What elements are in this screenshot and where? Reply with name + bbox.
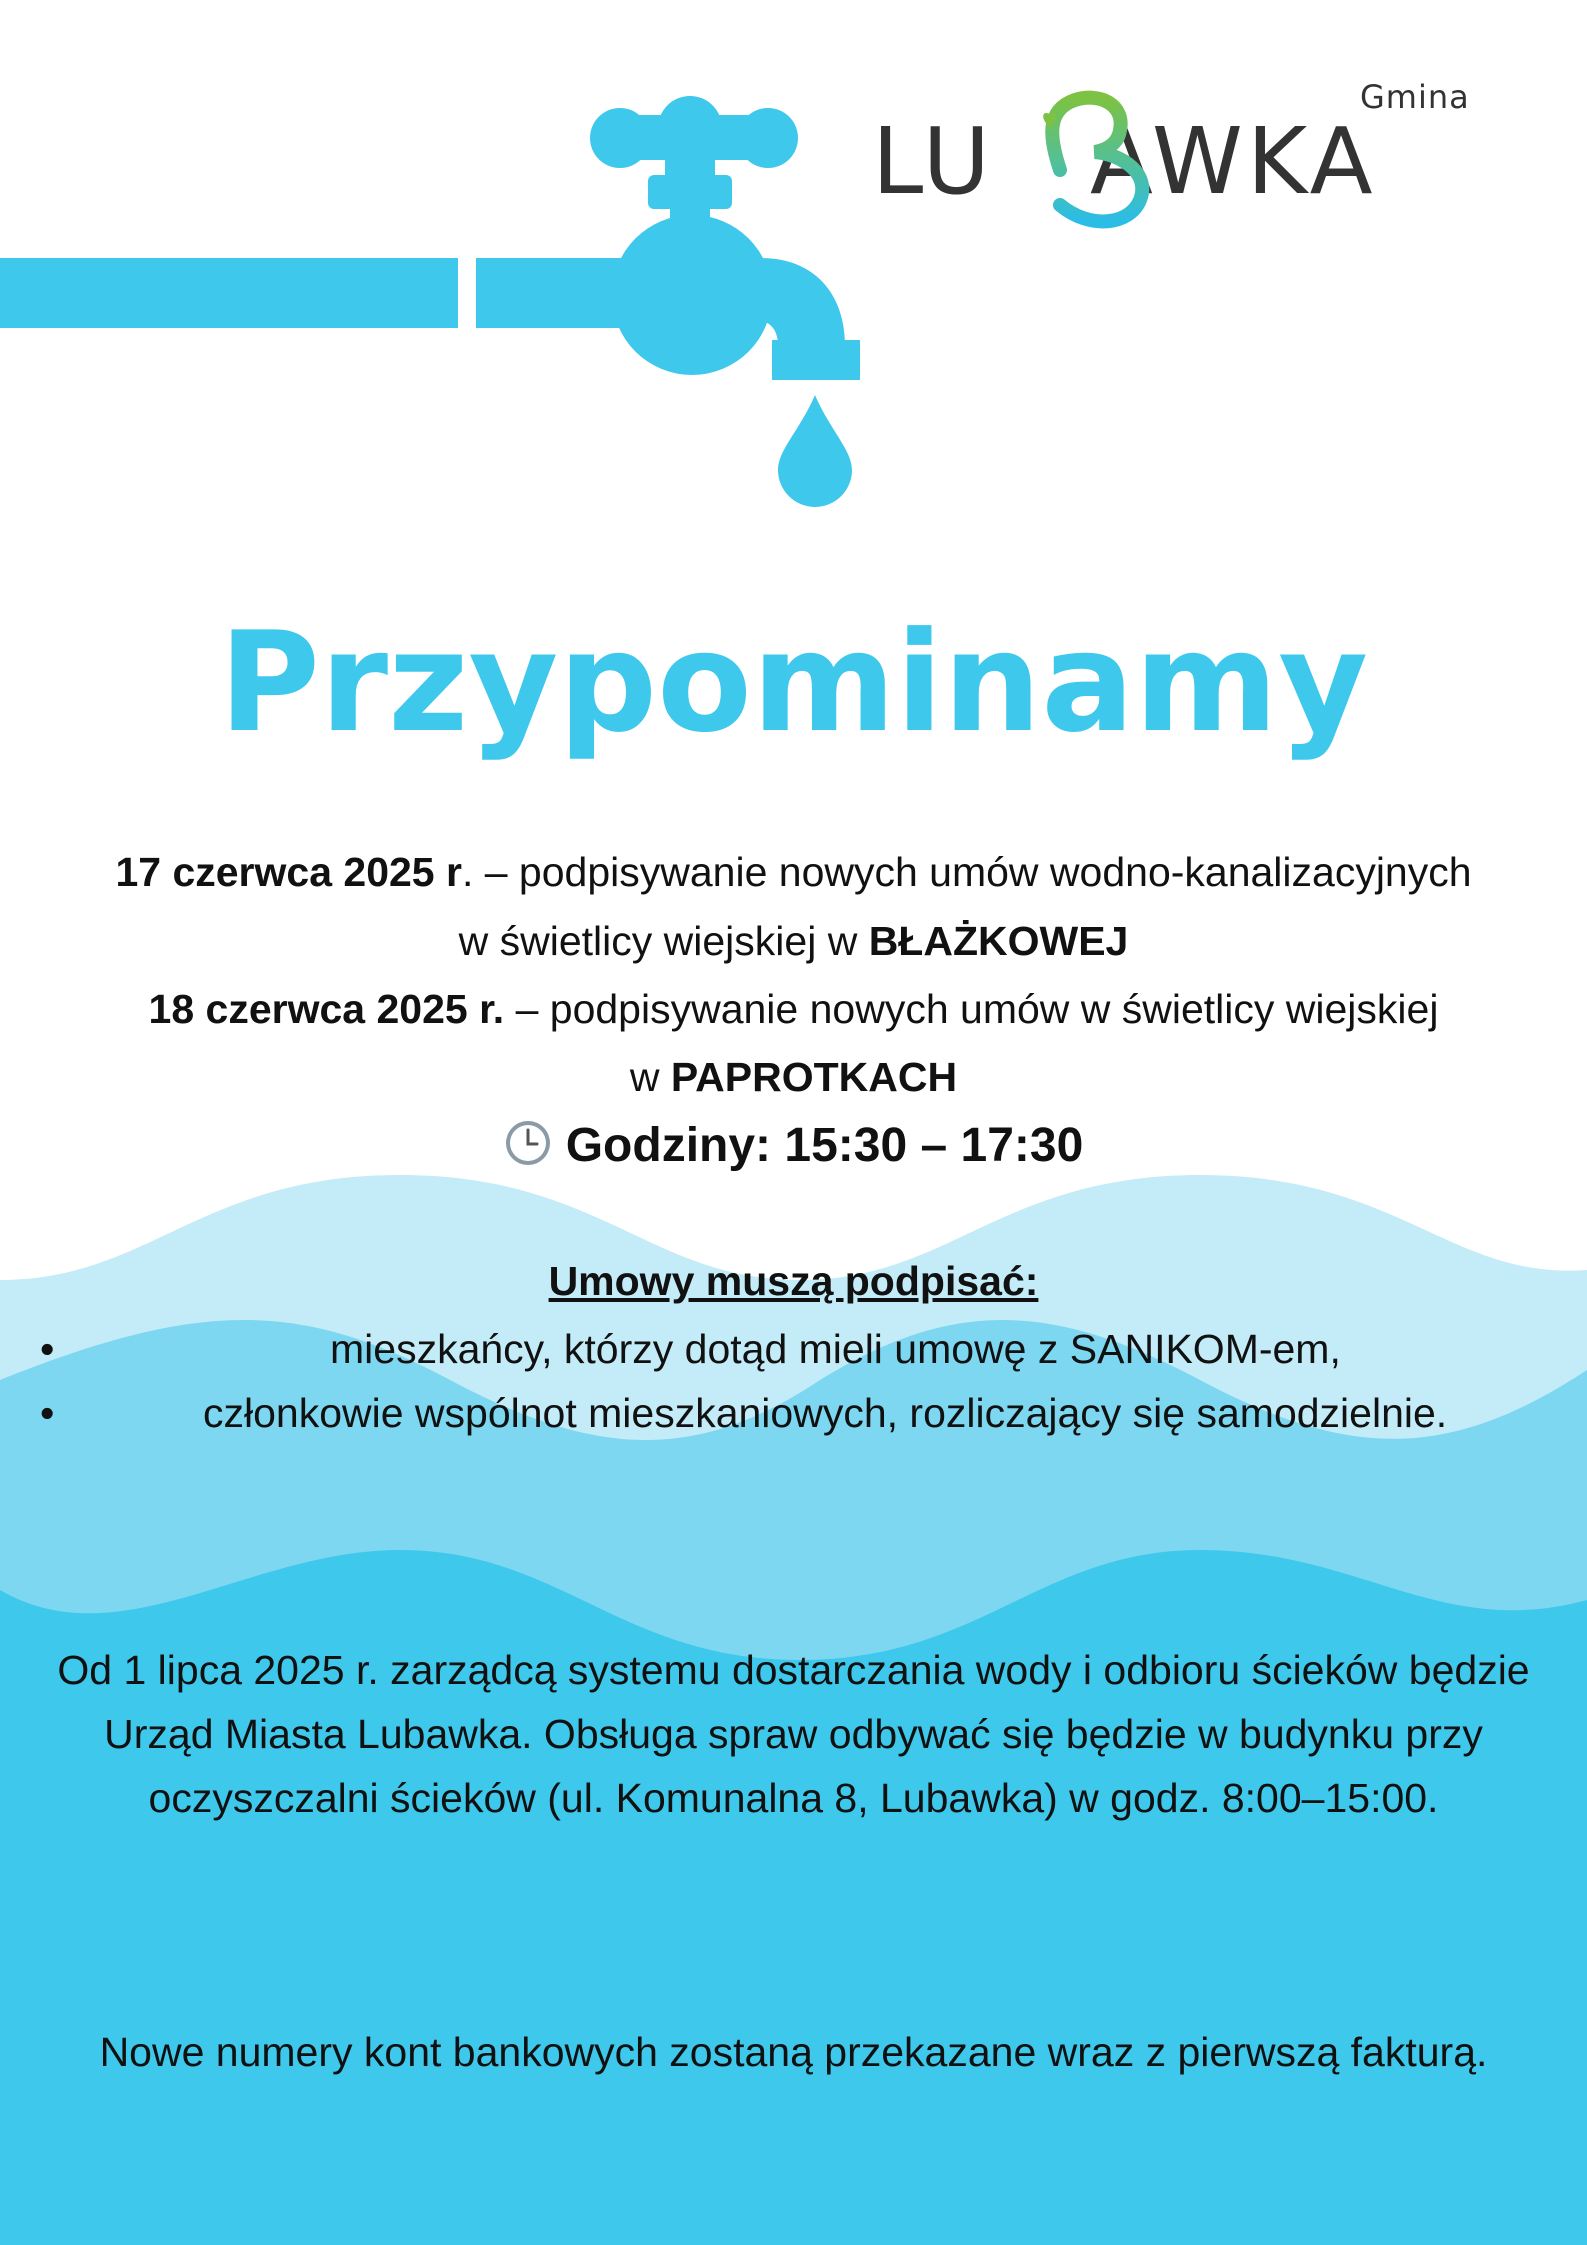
who-must-sign-item: mieszkańcy, którzy dotąd mieli umowę z SANIKOM-em,: [330, 1326, 1341, 1372]
bank-account-note: Nowe numery kont bankowych zostaną przekazane wraz z pierwszą fakturą.: [99, 2029, 1488, 2075]
logo-right-part: AWKA: [1090, 108, 1377, 215]
meeting-2-location-prefix: w: [629, 1054, 671, 1100]
meeting-2-line-1: [0, 985, 1587, 1034]
water-drop-icon: [778, 395, 852, 507]
heart-logo-icon: [0, 0, 1587, 260]
who-must-sign-item: członkowie wspólnot mieszkaniowych, rozliczający się samodzielnie.: [203, 1390, 1448, 1436]
hours-line: [0, 1118, 1587, 1173]
who-must-sign-title: Umowy muszą podpisać:: [548, 1258, 1039, 1304]
meeting-1-line-1: [0, 848, 1587, 897]
clock-icon: [504, 1119, 552, 1167]
info-paragraph-line: Od 1 lipca 2025 r. zarządcą systemu dostarczania wody i odbioru ścieków będzie: [57, 1647, 1530, 1693]
meeting-2-place: PAPROTKACH: [670, 1054, 958, 1100]
meeting-2-description: – podpisywanie nowych umów w świetlicy wiejskiej: [504, 986, 1439, 1032]
meeting-1-place: BŁAŻKOWEJ: [868, 918, 1129, 964]
hours-text: Godziny: 15:30 – 17:30: [565, 1119, 1084, 1172]
meeting-2-line-2: [0, 1053, 1587, 1102]
meeting-2-date: 18 czerwca 2025 r.: [148, 986, 505, 1032]
info-paragraph-line: Urząd Miasta Lubawka. Obsługa spraw odbywać się będzie w budynku przy: [104, 1711, 1483, 1757]
logo-left-part: LU: [872, 108, 995, 215]
meeting-1-description: . – podpisywanie nowych umów wodno-kanalizacyjnych: [461, 849, 1472, 895]
info-paragraph-line: oczyszczalni ścieków (ul. Komunalna 8, Lubawka) w godz. 8:00–15:00.: [148, 1775, 1439, 1821]
meeting-1-line-2: [0, 917, 1587, 966]
page-title: Przypominamy: [218, 602, 1369, 763]
bullet-dot: •: [40, 1326, 55, 1372]
meeting-1-date: 17 czerwca 2025 r: [115, 849, 462, 895]
bullet-dot: •: [40, 1390, 55, 1436]
logo-prefix: Gmina: [1360, 78, 1470, 116]
meeting-1-location-prefix: w świetlicy wiejskiej w: [458, 918, 869, 964]
